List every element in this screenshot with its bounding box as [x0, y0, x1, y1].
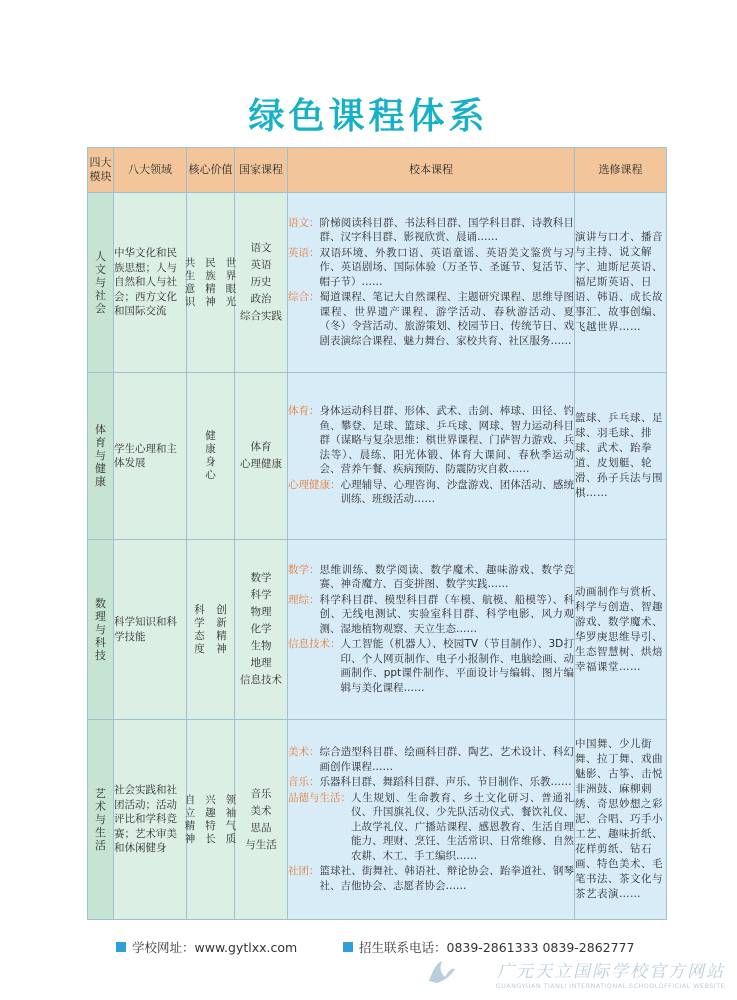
- school-course-cell: [288, 720, 575, 920]
- elective-course-cell: 演讲与口才、播音与主持、说文解字、迪斯尼英语、福尼斯英语、日语、韩语、成长故事汇、故事创编、飞越世界……: [575, 193, 667, 373]
- school-course-subject: 品德与生活：: [288, 791, 351, 804]
- school-course-text: 身体运动科目群、形体、武术、击剑、棒球、田径、钓鱼、攀登、足球、篮球、乒乓球、网球、智力运动科目群（谋略与复杂思维：棋世界课程、门萨智力游戏、兵法等）、晨练、阳光体锻、体育大课间、春秋季运动会、营养午餐、疾病预防、防震防灾自救……: [319, 405, 574, 476]
- module-label: 人文与社会: [95, 249, 106, 315]
- school-course-subject: 心理健康：: [288, 478, 341, 491]
- school-course-cell: [288, 373, 575, 540]
- school-course-subject: 语文：: [288, 216, 320, 229]
- school-course-text: 人生规划、生命教育、乡土文化研习、普通礼仪、升国旗礼仪、少先队活动仪式、餐饮礼仪、上故学礼仪、广播站课程、感恩教育、生活自理能力、理财、烹饪、生活常识、日常维修、自然农耕、木工、手工编织……: [351, 791, 574, 862]
- school-course-text: 篮球社、街舞社、韩语社、辩论协会、跆拳道社、钢琴社、吉他协会、志愿者协会……: [319, 865, 574, 892]
- module-label: 体育与健康: [95, 423, 106, 488]
- footer-phone: [343, 938, 634, 956]
- module-cell: [88, 373, 114, 540]
- core-value-label: 民族精神: [205, 256, 216, 308]
- square-bullet-icon: [343, 942, 353, 952]
- module-cell: [88, 720, 114, 920]
- header-domains: 八大领域: [114, 148, 187, 193]
- footer-website: [116, 938, 297, 956]
- module-label: 数理与科技: [95, 596, 106, 662]
- curriculum-table: [87, 147, 667, 920]
- table-row: [88, 193, 667, 373]
- school-course-item: [288, 246, 574, 290]
- school-course-item: [288, 745, 574, 774]
- core-value-cell: [187, 540, 235, 720]
- domain-text: 中华文化和民族思想；人与自然和人与社会；西方文化和国际交流: [114, 247, 177, 318]
- table-row: [88, 540, 667, 720]
- school-course-item: [288, 864, 574, 893]
- header-school: 校本课程: [288, 148, 575, 193]
- elective-course-cell: 中国舞、少儿街舞、拉丁舞、戏曲魅影、古筝、击悦非洲鼓、麻柳刺绣、奇思妙想之彩泥、合唱、巧手小工艺、趣味折纸、花样剪纸、钻石画、特色美术、毛笔书法、茶文化与茶艺表演……: [575, 720, 667, 920]
- header-national: 国家课程: [235, 148, 288, 193]
- domain-cell: [114, 720, 187, 920]
- school-course-text: 心理辅导、心理咨询、沙盘游戏、团体活动、感统训练、班级活动……: [340, 478, 574, 506]
- core-value-label: 创新精神: [216, 603, 227, 655]
- school-course-text: 双语环境、外教口语、英语童谣、英语美文鉴赏与习作、英语剧场、国际体验（万圣节、圣诞节、复活节、帽子节）……: [319, 246, 574, 288]
- domain-text: 社会实践和社团活动；活动评比和学科竞赛；艺术审美和休闲健身: [114, 784, 177, 855]
- national-course-cell: 数学 科学 物理 化学 生物 地理 信息技术: [235, 540, 288, 720]
- website-text: 学校网址：www.gytlxx.com: [132, 940, 298, 955]
- school-course-text: 科学科目群、模型科目群（车模、航模、船模等）、科创、无线电测试、实验室科目群、科学电影、风力观测、湿地植物观察、天立生态……: [319, 593, 574, 635]
- table-header-row: [88, 148, 667, 193]
- school-course-text: 乐器科目群、舞蹈科目群、声乐、节目制作、乐教……: [319, 776, 572, 788]
- core-value-group: [184, 256, 237, 309]
- page-title: 绿色课程体系: [248, 96, 489, 137]
- domain-cell: [114, 193, 187, 373]
- national-course-cell: 体育 心理健康: [235, 373, 288, 540]
- core-value-label: 健康身心: [205, 430, 216, 481]
- school-course-cell: [288, 193, 575, 373]
- header-blocks: 四大 模块: [88, 148, 114, 193]
- domain-text: 科学知识和科学技能: [114, 616, 177, 643]
- school-course-subject: 综合：: [288, 291, 320, 304]
- school-course-text: 思维训练、数学阅读、数学魔术、趣味游戏、数学竞赛、神奇魔方、百变拼图、数学实践……: [319, 563, 574, 591]
- school-course-subject: 理综：: [288, 593, 320, 606]
- school-course-item: [288, 404, 574, 477]
- school-course-item: [288, 593, 574, 637]
- table-row: [88, 720, 667, 920]
- module-cell: [88, 540, 114, 720]
- school-course-item: [288, 791, 574, 864]
- square-bullet-icon: [116, 942, 126, 952]
- school-course-subject: 社团：: [288, 865, 320, 877]
- core-value-label: 共生意识: [184, 256, 196, 308]
- school-course-item: [288, 563, 574, 592]
- school-course-item: [288, 775, 574, 790]
- elective-course-cell: 动画制作与赏析、科学与创造、智趣游戏、数学魔术、华罗庚思维导引、生态智慧树、烘焙幸福课堂……: [575, 540, 667, 720]
- domain-cell: [114, 540, 187, 720]
- school-logo-icon: [425, 957, 459, 987]
- school-course-item: [288, 290, 574, 348]
- school-course-item: [288, 478, 574, 507]
- school-course-item: [288, 216, 574, 245]
- core-value-label: 自立精神: [184, 793, 196, 845]
- school-course-subject: 信息技术：: [288, 638, 341, 651]
- core-value-cell: [184, 720, 237, 920]
- phone-text: 招生联系电话：0839-2861333 0839-2862777: [359, 940, 635, 955]
- national-course-cell: 音乐 美术 思品 与生活: [235, 720, 288, 920]
- school-course-subject: 音乐：: [288, 776, 320, 788]
- core-value-label: 世界眼光: [225, 256, 237, 308]
- table-row: [88, 373, 667, 540]
- core-value-group: [184, 793, 237, 846]
- watermark-main-text: 广元天立国际学校官方网站: [497, 962, 725, 982]
- domain-cell: [114, 373, 187, 540]
- core-value-cell: [184, 193, 237, 373]
- core-value-label: 领袖气质: [225, 793, 237, 845]
- school-course-subject: 数学：: [288, 563, 320, 576]
- school-course-text: 人工智能（机器人）、校园TV（节目制作）、3D打印、个人网页制作、电子小报制作、电脑绘画、动画制作、ppt课件制作、平面设计与编辑、图片编辑与美化课程……: [340, 638, 574, 694]
- core-value-cell: [187, 373, 235, 540]
- domain-text: 学生心理和主体发展: [114, 442, 177, 469]
- school-course-text: 蜀道课程、笔记大自然课程、主题研究课程、思维导图课程、世界遗产课程、游学活动、春秋游活动、夏（冬）令营活动、旅游策划、校园节日、传统节日、戏剧表演综合课程、魅力舞台、家校共育、社区服务……: [319, 291, 574, 347]
- elective-course-cell: 篮球、乒乓球、足球、羽毛球、排球、武术、跆拳道、皮划艇、轮滑、孙子兵法与围棋……: [575, 373, 667, 540]
- core-value-group: [187, 430, 234, 482]
- school-course-subject: 体育：: [288, 405, 320, 418]
- school-course-cell: [288, 540, 575, 720]
- school-course-subject: 美术：: [288, 746, 320, 758]
- header-values: 核心价值: [187, 148, 235, 193]
- header-elective: 选修课程: [575, 148, 667, 193]
- national-course-cell: 语文 英语 历史 政治 综合实践: [235, 193, 288, 373]
- watermark-sub-text: GUANGYUAN TIANLI INTERNATIONAL SCHOOLOFFICIAL WEBSITE: [495, 982, 725, 990]
- module-cell: [88, 193, 114, 373]
- school-course-item: [288, 637, 574, 695]
- school-course-text: 综合造型科目群、绘画科目群、陶艺、艺术设计、科幻画创作课程……: [319, 746, 574, 773]
- school-course-text: 阶梯阅读科目群、书法科目群、国学科目群、诗教科目群、汉字科目群、影视欣赏、晨诵……: [319, 216, 574, 244]
- watermark: [425, 957, 725, 990]
- module-label: 艺术与生活: [95, 786, 106, 852]
- school-course-subject: 英语：: [288, 246, 320, 259]
- core-value-label: 兴趣特长: [205, 793, 216, 845]
- core-value-group: [187, 604, 234, 656]
- core-value-label: 科学态度: [194, 603, 205, 655]
